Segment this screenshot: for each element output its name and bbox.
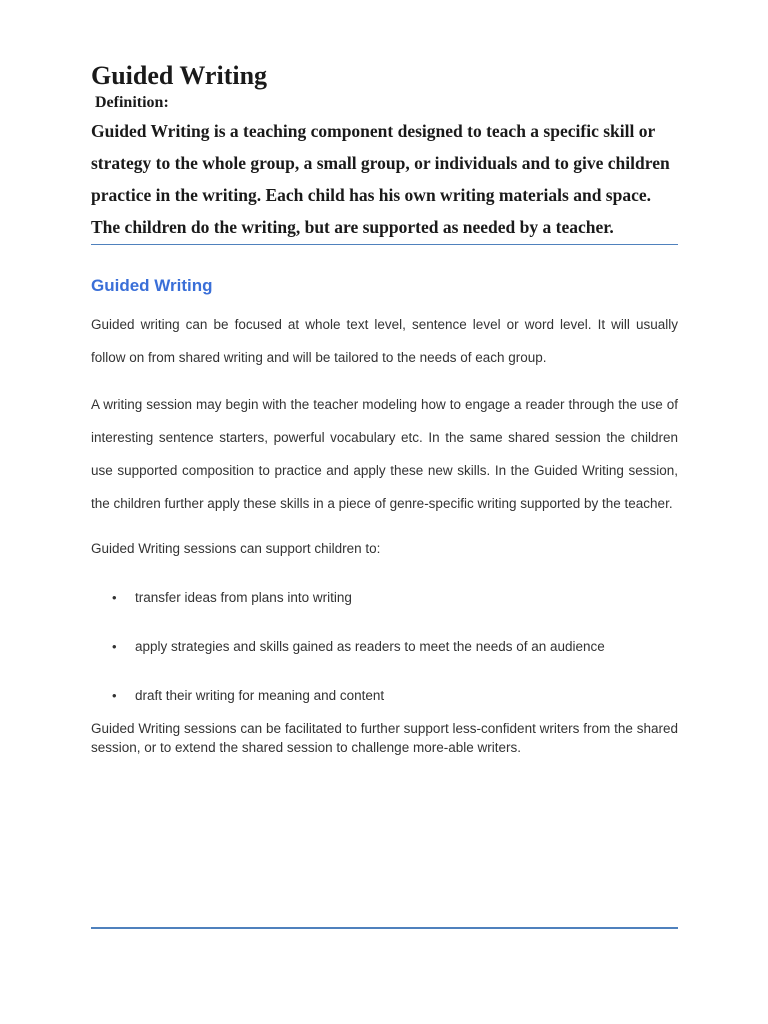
bullet-icon: • xyxy=(112,639,117,654)
section-heading: Guided Writing xyxy=(91,276,213,295)
list-item xyxy=(91,588,678,608)
list-item-text: transfer ideas from plans into writing xyxy=(135,590,352,605)
top-divider xyxy=(91,244,678,245)
list-item-text: apply strategies and skills gained as readers to meet the needs of an audience xyxy=(135,639,605,654)
list-item xyxy=(91,686,678,706)
support-list xyxy=(91,588,678,706)
bullet-icon: • xyxy=(112,590,117,605)
document-page xyxy=(91,60,678,757)
page-title: Guided Writing xyxy=(91,61,268,90)
definition-label: Definition: xyxy=(95,94,169,111)
list-item-text: draft their writing for meaning and content xyxy=(135,688,385,703)
paragraph-session: A writing session may begin with the teacher modeling how to engage a reader through the use of interesting sentence starters, powerful vocabulary etc. In the same shared session the children use supported composition to practice and apply these new skills. In the Guided Writing session, the children further apply these skills in a piece of genre-specific writing supported by the teacher. xyxy=(91,397,678,511)
bottom-divider xyxy=(91,927,678,929)
paragraph-support-intro: Guided Writing sessions can support children to: xyxy=(91,541,381,556)
bullet-icon: • xyxy=(112,688,117,703)
definition-text: Guided Writing is a teaching component designed to teach a specific skill or strategy to the whole group, a small group, or individuals and to give children practice in the writing. Each child has his own writing materials and space. The children do the writing, but are supported as needed by a teacher. xyxy=(91,121,670,237)
list-item xyxy=(91,637,678,657)
paragraph-focus: Guided writing can be focused at whole text level, sentence level or word level. It will usually follow on from shared writing and will be tailored to the needs of each group. xyxy=(91,317,678,365)
paragraph-closing: Guided Writing sessions can be facilitated to further support less-confident writers from the shared session, or to extend the shared session to challenge more-able writers. xyxy=(91,721,678,755)
